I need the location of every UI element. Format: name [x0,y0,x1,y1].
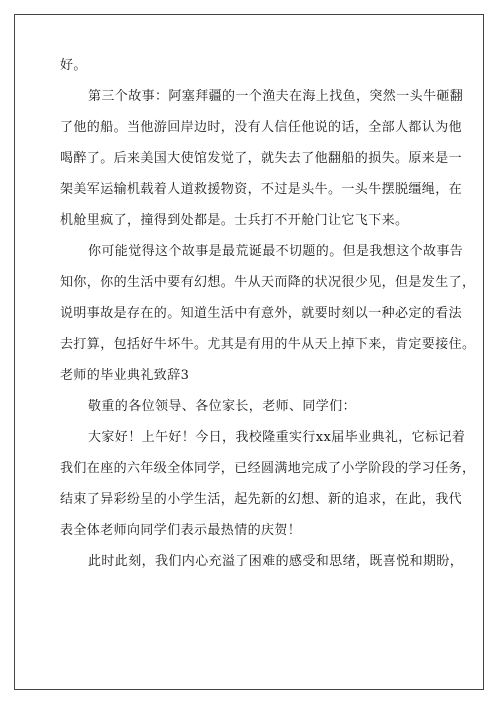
section-heading: 老师的毕业典礼致辞3 [60,368,190,383]
text-line: 机舱里疯了，撞得到处都是。士兵打不开舱门让它飞下来。 [60,213,409,228]
paragraph-line: 大家好！上午好！今日，我校隆重实行xx届毕业典礼，它标记着 [88,430,466,445]
paragraph-line: 此时此刻，我们内心充溢了困难的感受和思绪，既喜悦和期盼， [88,554,464,569]
paragraph-line: 你可能觉得这个故事是最荒诞最不切题的。但是我想这个故事告 [88,244,464,259]
text-line: 说明事故是存在的。知道生活中有意外，就要时刻以一种必定的看法 [60,306,463,321]
text-line: 表全体老师向同学们表示最热情的庆贺！ [60,523,302,538]
text-line: 我们在座的六年级全体同学，已经圆满地完成了小学阶段的学习任务， [60,461,476,476]
text-line: 去打算，包括好牛坏牛。尤其是有用的牛从天上掉下来，肯定要接住。 [60,337,476,352]
salutation-line: 敬重的各位领导、各位家长，老师、同学们： [88,399,357,414]
text-line: 知你，你的生活中要有幻想。牛从天而降的状况很少见，但是发生了， [60,275,476,290]
text-line: 了他的船。当他游回岸边时，没有人信任他说的话，全部人都认为他 [60,120,463,135]
text-line: 喝醉了。后来美国大使馆发觉了，就失去了他翻船的损失。原来是一 [60,151,463,166]
text-line: 架美军运输机载着人道救援物资，不过是头牛。一头牛摆脱缰绳，在 [60,182,463,197]
text-line: 结束了异彩纷呈的小学生活，起先新的幻想、新的追求，在此，我代 [60,492,463,507]
document-body [60,58,476,585]
paragraph-line: 第三个故事：阿塞拜疆的一个渔夫在海上找鱼，突然一头牛砸翻 [88,89,464,104]
text-line: 好。 [60,58,87,73]
